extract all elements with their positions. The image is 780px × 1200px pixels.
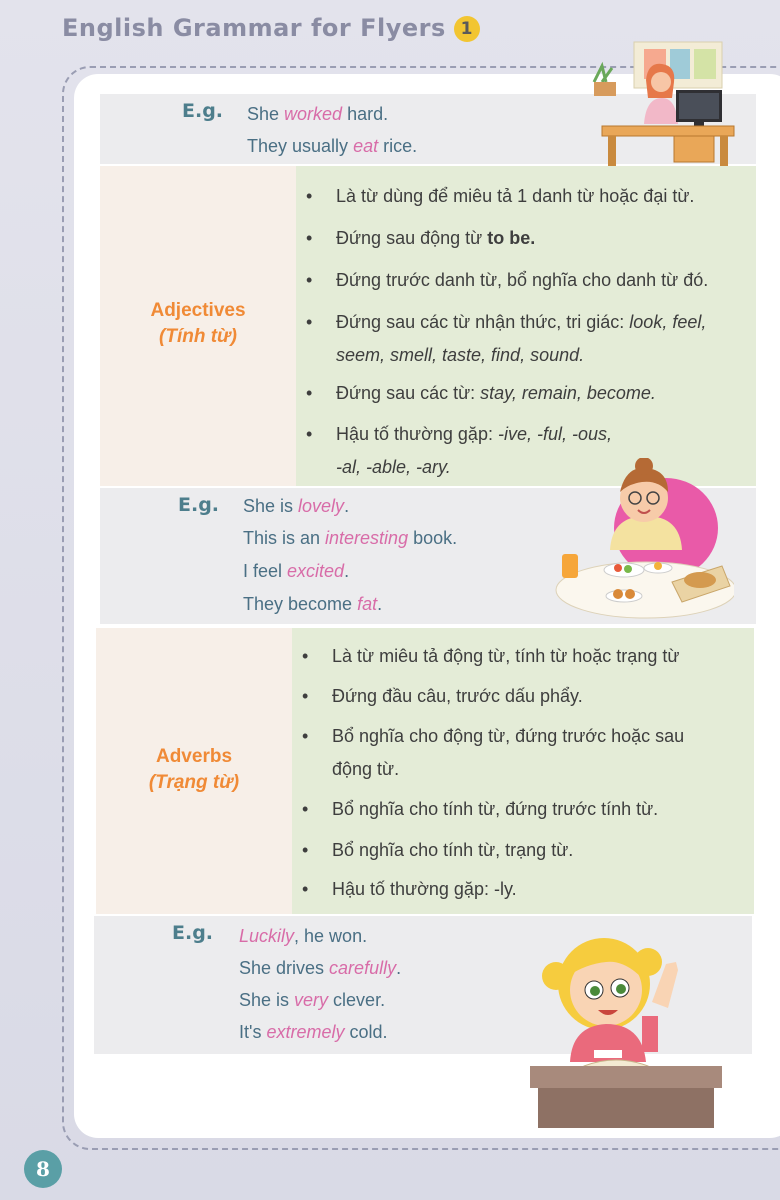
page-number: 8: [24, 1150, 62, 1188]
bullet-text: Bổ nghĩa cho động từ, đứng trước hoặc sau: [332, 726, 685, 746]
example-line: [239, 990, 385, 1011]
bullet-text: Đứng sau các từ:: [336, 383, 481, 403]
girl-reading-illustration: [526, 916, 726, 1130]
bullet-item: • Bổ nghĩa cho tính từ, trạng từ.: [332, 834, 744, 867]
highlight-word: worked: [284, 104, 343, 124]
example-text: It's: [239, 1022, 267, 1042]
example-text: This is an: [243, 528, 326, 548]
term-translation: (Trạng từ): [148, 772, 240, 793]
example-text: She is: [239, 990, 295, 1010]
highlight-word: excited: [287, 561, 345, 581]
example-text: rice.: [378, 136, 418, 156]
bullet-item: [336, 377, 746, 410]
example-text: They usually: [247, 136, 354, 156]
example-text: .: [344, 496, 350, 516]
highlight-word: extremely: [266, 1022, 345, 1042]
example-line: [239, 958, 401, 979]
example-text: clever.: [328, 990, 386, 1010]
woman-eating-illustration: [554, 458, 734, 620]
example-text: cold.: [344, 1022, 388, 1042]
example-text: She: [247, 104, 285, 124]
eg-label: E.g.: [182, 100, 224, 122]
example-line: [247, 136, 417, 157]
bullet-item: • Là từ miêu tả động từ, tính từ hoặc trạng từ: [332, 640, 744, 673]
bullet-item: • Bổ nghĩa cho tính từ, đứng trước tính từ.: [332, 793, 744, 826]
example-line: [243, 528, 457, 549]
highlight-word: Luckily: [239, 926, 295, 946]
bullet-text: động từ.: [332, 759, 400, 779]
example-text: They become: [243, 594, 358, 614]
bullet-italic: stay, remain, become.: [480, 383, 656, 403]
example-text: .: [377, 594, 383, 614]
bullet-item: • Đứng trước danh từ, bổ nghĩa cho danh từ đó.: [336, 264, 746, 297]
highlight-word: eat: [353, 136, 379, 156]
example-text: .: [344, 561, 350, 581]
highlight-word: fat: [357, 594, 378, 614]
bullet-text: Đứng sau các từ nhận thức, tri giác:: [336, 312, 630, 332]
bullet-bold: to be.: [487, 228, 536, 248]
book-title: [62, 14, 480, 42]
adverbs-bullets: [292, 628, 754, 914]
adjectives-term-cell: [100, 166, 296, 486]
eg-label: E.g.: [172, 922, 214, 944]
example-line: [243, 561, 349, 582]
example-text: .: [396, 958, 402, 978]
bullet-italic: -ive, -ful, -ous,: [497, 424, 612, 444]
volume-badge: 1: [454, 16, 480, 42]
woman-at-computer-illustration: [588, 40, 738, 172]
adverbs-term: [96, 746, 292, 794]
term-name: Adverbs: [155, 746, 233, 767]
example-line: [239, 1022, 388, 1043]
example-line: [247, 104, 388, 125]
bullet-text: Đứng sau động từ: [336, 228, 488, 248]
term-translation: (Tính từ): [159, 326, 237, 347]
eg-label: E.g.: [178, 494, 220, 516]
highlight-word: carefully: [329, 958, 397, 978]
highlight-word: very: [294, 990, 329, 1010]
example-text: I feel: [243, 561, 288, 581]
adjectives-bullets: [296, 166, 756, 486]
example-text: She is: [243, 496, 299, 516]
example-line: [243, 496, 349, 517]
term-name: Adjectives: [150, 300, 246, 321]
bullet-text: Hậu tố thường gặp:: [336, 424, 498, 444]
example-line: [239, 926, 367, 947]
example-text: She drives: [239, 958, 330, 978]
book-title-text: English Grammar for Flyers: [62, 14, 446, 42]
example-text: book.: [408, 528, 458, 548]
bullet-item: [336, 306, 746, 372]
bullet-item: • Là từ dùng để miêu tả 1 danh từ hoặc đại từ.: [336, 180, 746, 213]
example-text: hard.: [342, 104, 389, 124]
bullet-italic: look, feel,: [629, 312, 707, 332]
adverbs-term-cell: [96, 628, 292, 914]
example-text: , he won.: [294, 926, 368, 946]
bullet-item: [336, 222, 746, 255]
bullet-italic: -al, -able, -ary.: [336, 457, 451, 477]
highlight-word: lovely: [298, 496, 345, 516]
bullet-item: • Đứng đầu câu, trước dấu phẩy.: [332, 680, 744, 713]
adjectives-term: [100, 300, 296, 348]
bullet-item: • Hậu tố thường gặp: -ly.: [332, 873, 744, 906]
highlight-word: interesting: [325, 528, 409, 548]
bullet-italic: seem, smell, taste, find, sound.: [336, 345, 585, 365]
bullet-item: [332, 720, 744, 786]
example-line: [243, 594, 382, 615]
